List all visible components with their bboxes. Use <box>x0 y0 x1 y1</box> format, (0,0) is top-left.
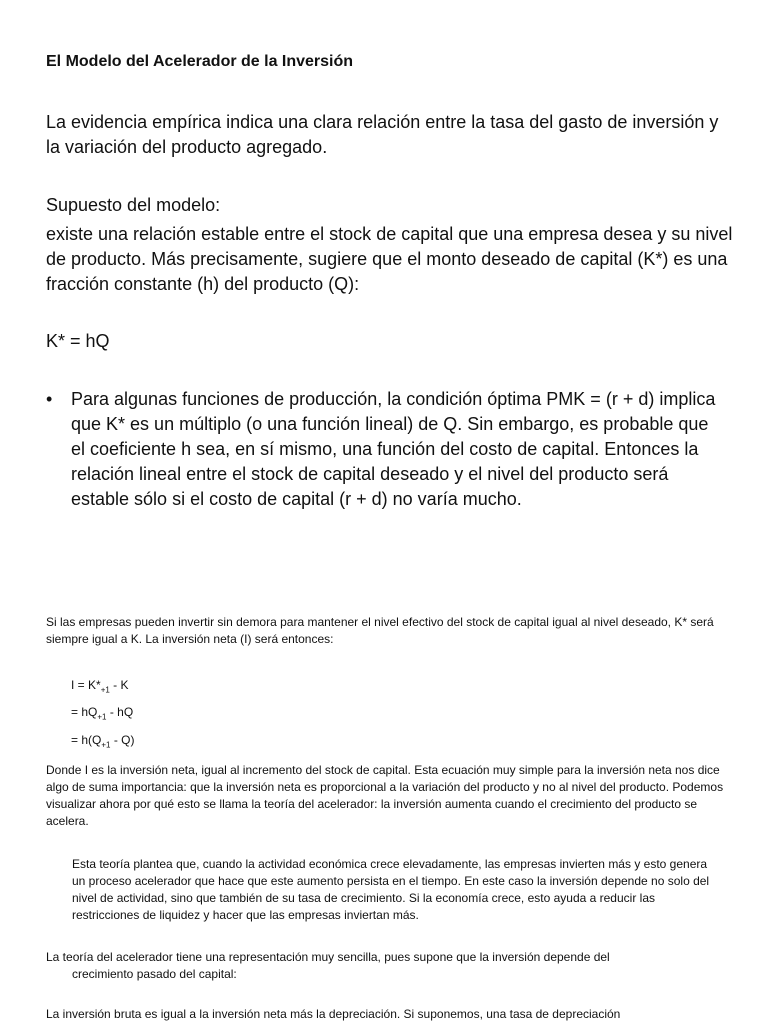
equation-line-2: = $hQ_{+1}$ - hQ <box>71 705 134 722</box>
main-equation: K* = hQ <box>46 331 110 351</box>
gross-investment-paragraph: La inversión bruta es igual a la inversión neta más la depreciación. Si suponemos, una tasa de depreciación <box>46 1007 621 1021</box>
document-title: El Modelo del Acelerador de la Inversión <box>46 53 354 70</box>
bullet-item <box>46 387 726 512</box>
representation-line-1: La teoría del acelerador tiene una representación muy sencilla, pues supone que la inversión depende del <box>46 950 610 964</box>
accelerator-explanation-paragraph: Donde I es la inversión neta, igual al incremento del stock de capital. Esta ecuación muy simple para la inversión neta nos dice algo de suma importancia: que la inversión neta es proporcional a la variación del producto y no al nivel del producto. Podemos visualizar ahora por qué esto se llama la teoría del acelerador: la inversión aumenta cuando el crecimiento del producto se acelera. <box>46 763 724 828</box>
assumption-paragraph: existe una relación estable entre el stock de capital que una empresa desea y su nivel de producto. Más precisamente, sugiere que el monto deseado de capital (K*) es una fracción constante (h) del producto (Q): <box>46 224 733 294</box>
representation-line-2: crecimiento pasado del capital: <box>72 967 237 981</box>
bullet-text: Para algunas funciones de producción, la condición óptima PMK = (r + d) implica que K* es un múltiplo (o una función lineal) de Q. Sin embargo, es probable que el coeficiente h sea, en sí mismo, una función del costo de capital. Entonces la relación lineal entre el stock de capital deseado y el nivel del producto será estable sólo si el costo de capital (r + d) no varía mucho. <box>71 389 716 509</box>
net-investment-paragraph: Si las empresas pueden invertir sin demora para mantener el nivel efectivo del stock de capital igual al nivel deseado, K* será siempre igual a K. La inversión neta (I) será entonces: <box>46 615 714 646</box>
investment-equations <box>71 674 134 756</box>
representation-paragraph <box>46 949 726 983</box>
assumption-label: Supuesto del modelo: <box>46 195 221 215</box>
intro-paragraph: La evidencia empírica indica una clara relación entre la tasa del gasto de inversión y la variación del producto agregado. <box>46 112 719 157</box>
equation-line-3: = $h(Q_{+1} - Q)$ <box>71 732 135 750</box>
equation-line-1: $I = K*_{+1} - K$ <box>71 678 129 695</box>
bullet-icon: • <box>46 389 53 409</box>
theory-indented-paragraph: Esta teoría plantea que, cuando la actividad económica crece elevadamente, las empresas invierten más y esto genera un proceso acelerador que hace que este aumento persista en el tiempo. En este caso la inversión depende no solo del nivel de actividad, sino que también de su tasa de crecimiento. Si la economía crece, esto ayuda a reducir las restricciones de liquidez y hacer que las empresas inviertan más. <box>72 857 710 922</box>
